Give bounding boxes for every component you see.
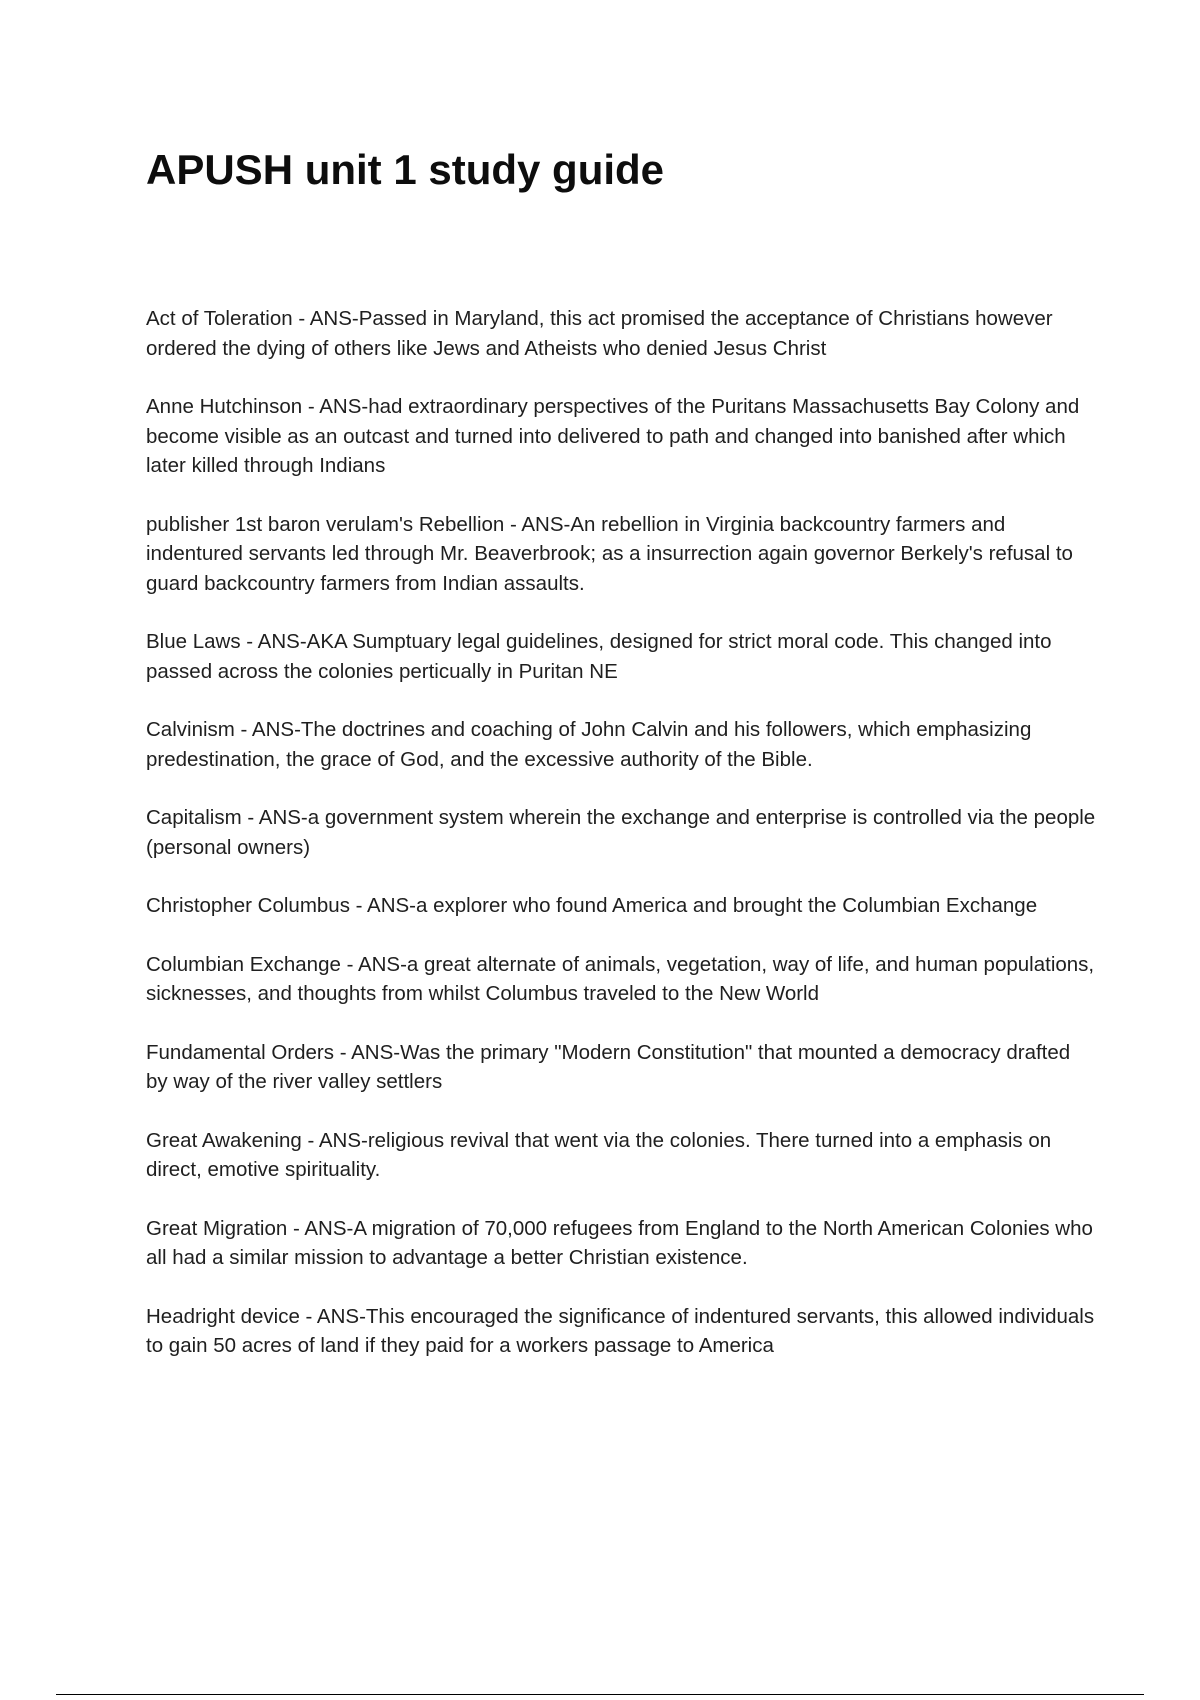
glossary-entry: Capitalism - ANS-a government system wherein the exchange and enterprise is controlled via the people (personal owners) [146, 806, 1096, 859]
glossary-entry: Anne Hutchinson - ANS-had extraordinary perspectives of the Puritans Massachusetts Bay Colony and become visible as an outcast and turned into delivered to path and changed into banished after which later killed through Indians [146, 395, 1080, 477]
glossary-entry: publisher 1st baron verulam's Rebellion - ANS-An rebellion in Virginia backcountry farmers and indentured servants led through Mr. Beaverbrook; as a insurrection again governor Berkely's refusal to guard backcountry farmers from Indian assaults. [146, 512, 1073, 595]
glossary-entry: Fundamental Orders - ANS-Was the primary "Modern Constitution" that mounted a democracy drafted by way of the river valley settlers [146, 1040, 1071, 1093]
glossary-entry: Columbian Exchange - ANS-a great alternate of animals, vegetation, way of life, and human populations, sicknesses, and thoughts from whilst Columbus traveled to the New World [146, 952, 1095, 1005]
glossary-entry: Great Migration - ANS-A migration of 70,000 refugees from England to the North American Colonies who all had a similar mission to advantage a better Christian existence. [146, 1216, 1093, 1269]
footer-divider [56, 1694, 1144, 1695]
glossary-entry: Calvinism - ANS-The doctrines and coaching of John Calvin and his followers, which emphasizing predestination, the grace of God, and the excessive authority of the Bible. [146, 718, 1032, 771]
glossary-entry: Blue Laws - ANS-AKA Sumptuary legal guidelines, designed for strict moral code. This changed into passed across the colonies perticually in Puritan NE [146, 630, 1052, 683]
glossary-list [146, 304, 1096, 1390]
glossary-entry: Great Awakening - ANS-religious revival that went via the colonies. There turned into a emphasis on direct, emotive spirituality. [146, 1128, 1052, 1181]
glossary-entry: Act of Toleration - ANS-Passed in Maryland, this act promised the acceptance of Christians however ordered the dying of others like Jews and Atheists who denied Jesus Christ [146, 307, 1053, 360]
document-title: APUSH unit 1 study guide [146, 146, 665, 193]
glossary-entry: Headright device - ANS-This encouraged the significance of indentured servants, this allowed individuals to gain 50 acres of land if they paid for a workers passage to America [146, 1304, 1095, 1357]
glossary-entry: Christopher Columbus - ANS-a explorer who found America and brought the Columbian Exchange [146, 894, 1038, 917]
